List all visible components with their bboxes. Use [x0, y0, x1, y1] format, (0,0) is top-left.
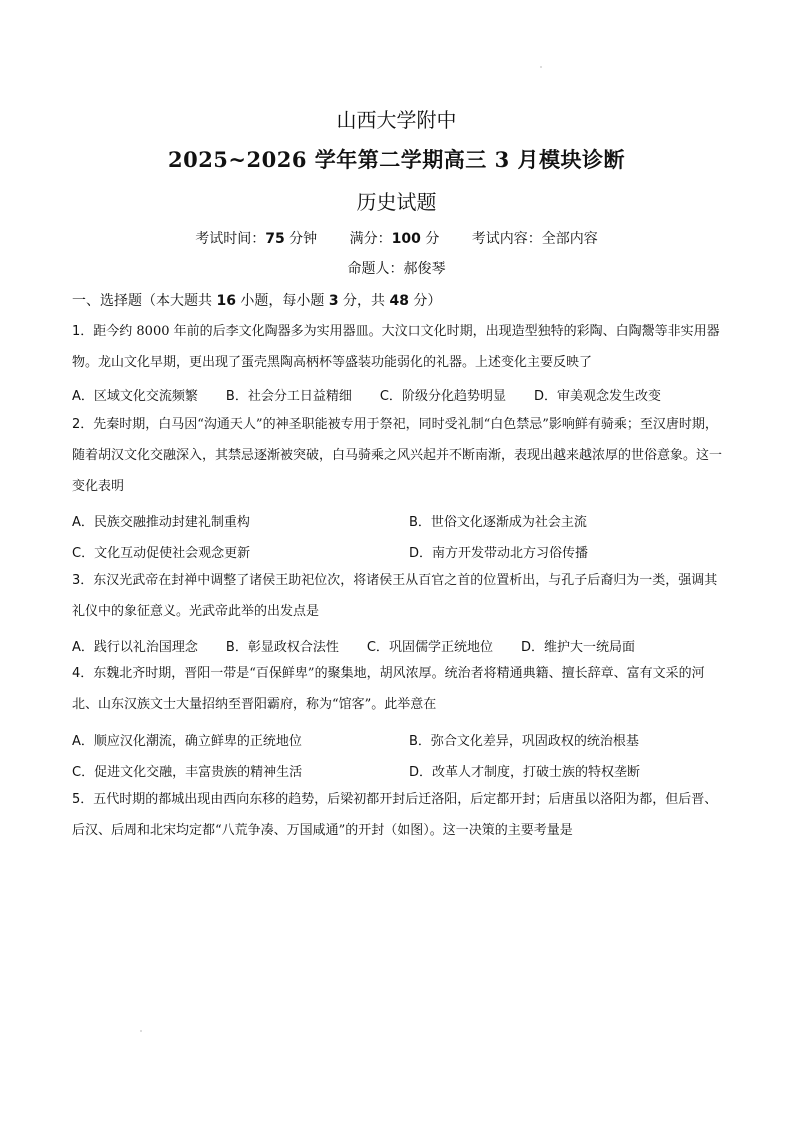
scan-dot: [540, 66, 542, 68]
option-a[interactable]: A．民族交融推动封建礼制重构: [72, 515, 250, 530]
exam-content: 考试内容：全部内容: [471, 231, 598, 247]
question-number: 2．: [72, 417, 94, 432]
option-b[interactable]: B．弥合文化差异，巩固政权的统治根基: [409, 734, 639, 749]
question-number: 3．: [72, 573, 94, 588]
option-d[interactable]: D．维护大一统局面: [520, 640, 635, 655]
option-b[interactable]: B．彰显政权合法性: [225, 640, 339, 655]
scan-dot: [140, 1030, 142, 1032]
question-4: [72, 658, 724, 720]
option-c[interactable]: C．文化互动促使社会观念更新: [72, 546, 251, 561]
question-number: 5．: [72, 792, 94, 807]
school-name: 山西大学附中: [336, 108, 457, 132]
question-number: 1．: [72, 324, 94, 339]
option-a[interactable]: A．区域文化交流频繁: [72, 389, 198, 404]
question-2: [72, 409, 724, 502]
exam-score: 满分：100 分: [349, 231, 440, 247]
question-number: 4．: [72, 666, 94, 681]
option-d[interactable]: D．审美观念发生改变: [533, 389, 661, 404]
question-1-options: [72, 385, 724, 404]
option-a[interactable]: A．顺应汉化潮流，确立鲜卑的正统地位: [72, 734, 302, 749]
question-3-options: [72, 636, 724, 655]
question-3: [72, 565, 724, 627]
exam-meta: [0, 228, 793, 248]
subject-title: 历史试题: [356, 190, 437, 214]
question-text: 东魏北齐时期，晋阳一带是“百保鲜卑”的聚集地，胡风浓厚。统治者将精通典籍、擅长辞章、富有文采的河北、山东汉族文士大量招纳至晋阳霸府，称为“馆客”。此举意在: [72, 666, 705, 712]
section-heading: 一、选择题（本大题共 16 小题，每小题 3 分，共 48 分）: [72, 293, 442, 309]
exam-author: 命题人：郝俊琴: [347, 261, 446, 277]
question-text: 先秦时期，白马因“沟通天人”的神圣职能被专用于祭祀，同时受礼制“白色禁忌”影响鲜有骑乘；至汉唐时期，随着胡汉文化交融深入，其禁忌逐渐被突破，白马骑乘之风兴起并不断南渐，表现出越来越浓厚的世俗意象。这一变化表明: [72, 417, 723, 494]
exam-time: 考试时间：75 分钟: [195, 231, 318, 247]
question-text: 距今约 8000 年前的后李文化陶器多为实用器皿。大汶口文化时期，出现造型独特的彩陶、白陶鬶等非实用器物。龙山文化早期，更出现了蛋壳黑陶高柄杯等盛装功能弱化的礼器。上述变化主要反映了: [72, 324, 720, 370]
question-text: 东汉光武帝在封禅中调整了诸侯王助祀位次，将诸侯王从百官之首的位置析出，与孔子后裔归为一类，强调其礼仪中的象征意义。光武帝此举的出发点是: [72, 573, 718, 619]
option-c[interactable]: C．促进文化交融，丰富贵族的精神生活: [72, 765, 303, 780]
option-b[interactable]: B．社会分工日益精细: [225, 389, 352, 404]
option-d[interactable]: D．改革人才制度，打破士族的特权垄断: [409, 765, 641, 780]
question-text: 五代时期的都城出现由西向东移的趋势，后梁初都开封后迁洛阳，后定都开封；后唐虽以洛阳为都，但后晋、后汉、后周和北宋均定都“八荒争凑、万国咸通”的开封（如图）。这一决策的主要考量是: [72, 792, 718, 838]
option-d[interactable]: D．南方开发带动北方习俗传播: [409, 546, 589, 561]
question-1: [72, 316, 724, 378]
option-a[interactable]: A．践行以礼治国理念: [72, 640, 198, 655]
option-c[interactable]: C．巩固儒学正统地位: [366, 640, 493, 655]
option-b[interactable]: B．世俗文化逐渐成为社会主流: [409, 515, 587, 530]
option-c[interactable]: C．阶级分化趋势明显: [379, 389, 506, 404]
exam-title: 2025~2026 学年第二学期高三 3 月模块诊断: [167, 147, 626, 172]
question-5: [72, 784, 724, 846]
